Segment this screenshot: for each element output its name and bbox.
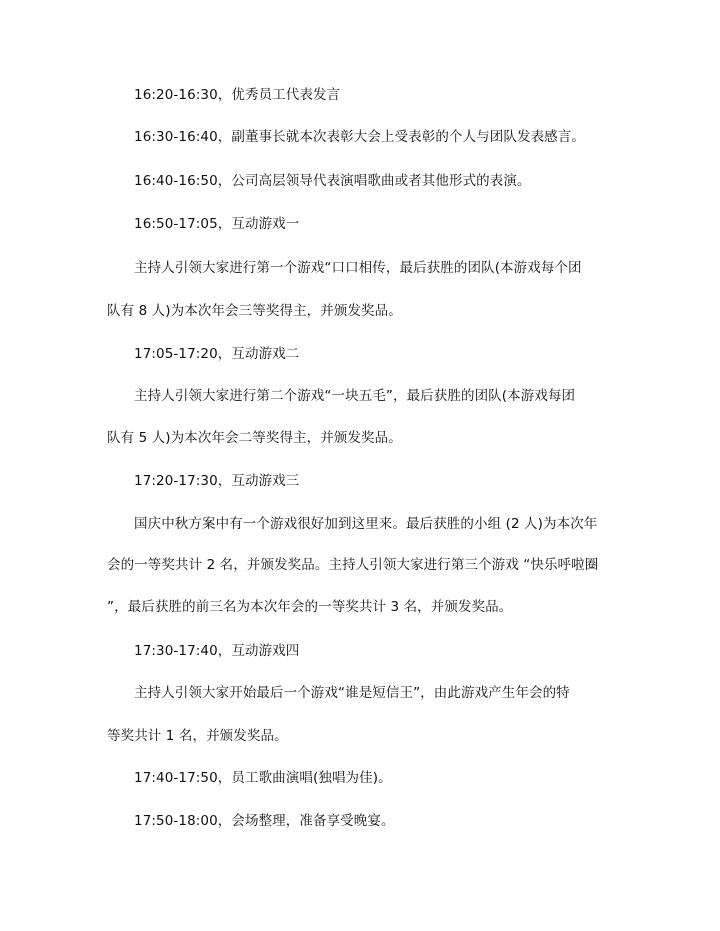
game-three-paragraph-line-3: ”，最后获胜的前三名为本次年会的一等奖共计 3 名，并颁发奖品。 xyxy=(107,599,513,615)
schedule-item-1630: 16:30-16:40，副董事长就本次表彰大会上受表彰的个人与团队发表感言。 xyxy=(134,129,585,145)
schedule-item-1620: 16:20-16:30，优秀员工代表发言 xyxy=(134,87,341,103)
game-one-paragraph-line-2: 队有 8 人)为本次年会三等奖得主，并颁发奖品。 xyxy=(107,303,402,319)
game-four-paragraph-line-1: 主持人引领大家开始最后一个游戏“谁是短信王”，由此游戏产生年会的特 xyxy=(134,685,570,701)
schedule-item-1720: 17:20-17:30，互动游戏三 xyxy=(134,473,300,489)
schedule-item-1650: 16:50-17:05，互动游戏一 xyxy=(134,216,300,232)
schedule-item-1750: 17:50-18:00，会场整理，准备享受晚宴。 xyxy=(134,813,395,829)
game-three-paragraph-line-1: 国庆中秋方案中有一个游戏很好加到这里来。最后获胜的小组 (2 人)为本次年 xyxy=(134,516,598,532)
game-two-paragraph-line-2: 队有 5 人)为本次年会二等奖得主，并颁发奖品。 xyxy=(107,430,402,446)
game-three-paragraph-line-2: 会的一等奖共计 2 名，并颁发奖品。主持人引领大家进行第三个游戏 “快乐呼啦圈 xyxy=(107,557,599,573)
game-one-paragraph-line-1: 主持人引领大家进行第一个游戏“口口相传，最后获胜的团队(本游戏每个团 xyxy=(134,260,582,276)
schedule-item-1640: 16:40-16:50，公司高层领导代表演唱歌曲或者其他形式的表演。 xyxy=(134,173,531,189)
game-two-paragraph-line-1: 主持人引领大家进行第二个游戏“一块五毛”，最后获胜的团队(本游戏每团 xyxy=(134,388,576,404)
schedule-item-1705: 17:05-17:20，互动游戏二 xyxy=(134,346,300,362)
schedule-item-1730: 17:30-17:40，互动游戏四 xyxy=(134,643,300,659)
schedule-item-1740: 17:40-17:50，员工歌曲演唱(独唱为佳)。 xyxy=(134,770,392,786)
game-four-paragraph-line-2: 等奖共计 1 名，并颁发奖品。 xyxy=(107,728,288,744)
